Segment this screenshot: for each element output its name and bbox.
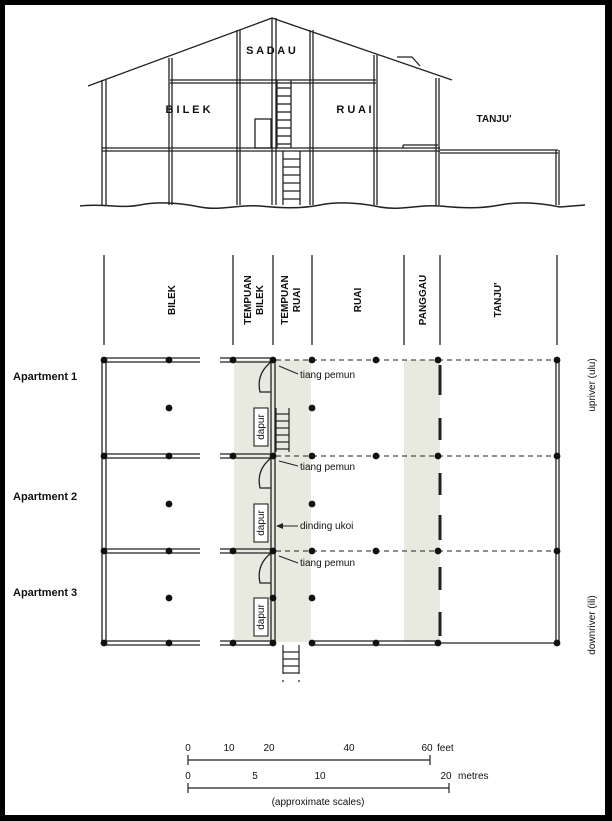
- col-tempuan-ruai-2: RUAI: [292, 287, 303, 313]
- feet-tick-20: 20: [263, 743, 275, 754]
- downriver-label: downriver (ili): [587, 595, 598, 655]
- dapur-label-3: dapur: [256, 604, 267, 630]
- apartment-1-label: Apartment 1: [13, 371, 78, 383]
- apartment-3-label: Apartment 3: [13, 587, 78, 599]
- ladder-upper: [277, 80, 291, 148]
- metres-unit: metres: [458, 771, 489, 782]
- ladder-lower: [283, 151, 300, 205]
- col-panggau: PANGGAU: [418, 274, 429, 326]
- dinding-ukoi-label: dinding ukoi: [300, 521, 354, 532]
- feet-tick-40: 40: [343, 743, 355, 754]
- apartment-2-label: Apartment 2: [13, 491, 78, 503]
- label-elev-tanju: TANJU': [476, 114, 512, 125]
- bilek-door: [255, 119, 271, 148]
- col-tempuan-bilek-1: TEMPUAN: [243, 275, 254, 325]
- label-sadau: S A D A U: [246, 45, 296, 57]
- plan-posts: [101, 357, 561, 647]
- scale-note: (approximate scales): [271, 797, 365, 808]
- feet-tick-60: 60: [421, 743, 433, 754]
- label-elev-bilek: B I L E K: [165, 104, 211, 116]
- diagram-frame: [5, 5, 605, 815]
- ground-line: [80, 203, 585, 208]
- feet-tick-10: 10: [223, 743, 235, 754]
- metres-tick-20: 20: [440, 771, 452, 782]
- label-elev-ruai: R U A I: [336, 104, 372, 116]
- dapur-label-1: dapur: [256, 414, 267, 440]
- col-bilek: BILEK: [167, 285, 178, 315]
- panggau-shaded-zone: [404, 360, 440, 642]
- metres-tick-0: 0: [185, 771, 191, 782]
- tiang-pemun-label-1: tiang pemun: [300, 370, 356, 381]
- col-tanju: TANJU': [493, 282, 504, 318]
- feet-unit: feet: [437, 743, 454, 754]
- metres-tick-10: 10: [314, 771, 326, 782]
- tiang-pemun-label-3: tiang pemun: [300, 558, 356, 569]
- entrance-ladder: [283, 645, 299, 682]
- col-ruai: RUAI: [353, 287, 364, 313]
- longhouse-diagram: [5, 5, 605, 815]
- scale-bars: [185, 743, 488, 808]
- col-tempuan-ruai-1: TEMPUAN: [280, 275, 291, 325]
- upriver-label: upriver (ulu): [587, 358, 598, 412]
- col-tempuan-bilek-2: BILEK: [255, 285, 266, 315]
- tiang-pemun-label-2: tiang pemun: [300, 462, 356, 473]
- metres-tick-5: 5: [252, 771, 258, 782]
- feet-tick-0: 0: [185, 743, 191, 754]
- dapur-label-2: dapur: [256, 510, 267, 536]
